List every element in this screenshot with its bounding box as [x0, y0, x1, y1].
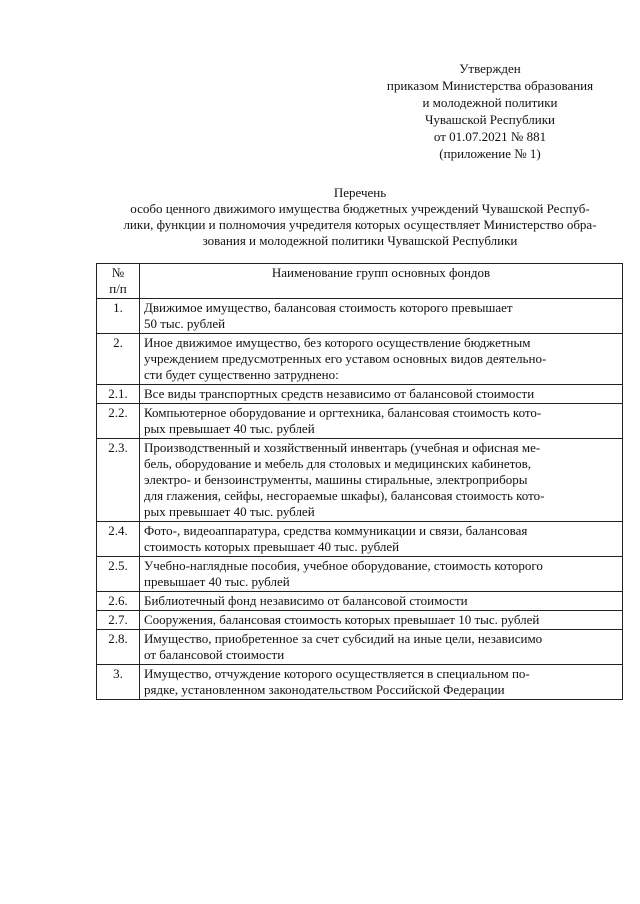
- approval-line-order: приказом Министерства образования: [386, 78, 594, 93]
- table-row: [97, 404, 623, 439]
- header-number-sign: №: [111, 265, 125, 280]
- row-text-line: Учебно-наглядные пособия, учебное оборудование, стоимость которого: [144, 558, 543, 573]
- row-text-line: Сооружения, балансовая стоимость которых превышает 10 тыс. рублей: [144, 612, 540, 627]
- title-line-2: лики, функции и полномочия учредителя которых осуществляет Министерство обра-: [123, 217, 597, 232]
- header-number-cell: [97, 264, 140, 299]
- row-number: 2.6.: [97, 592, 140, 611]
- table-row: [97, 334, 623, 385]
- row-asset-group: [140, 404, 623, 439]
- row-asset-group: [140, 522, 623, 557]
- row-text-line: Производственный и хозяйственный инвентарь (учебная и офисная ме-: [144, 440, 541, 455]
- table-row: [97, 592, 623, 611]
- row-text-line: Движимое имущество, балансовая стоимость которого превышает: [144, 300, 513, 315]
- table-row: [97, 611, 623, 630]
- table-row: [97, 665, 623, 700]
- row-text-line: Фото-, видеоаппаратура, средства коммуникации и связи, балансовая: [144, 523, 528, 538]
- row-asset-group: [140, 334, 623, 385]
- approval-line-approved: Утвержден: [459, 61, 521, 76]
- table-row: [97, 630, 623, 665]
- row-number: 2.5.: [97, 557, 140, 592]
- table-row: [97, 299, 623, 334]
- row-number: 2.2.: [97, 404, 140, 439]
- row-asset-group: [140, 592, 623, 611]
- row-asset-group: [140, 665, 623, 700]
- row-text-line: 50 тыс. рублей: [144, 316, 226, 331]
- approval-block: [360, 60, 620, 162]
- row-asset-group: [140, 611, 623, 630]
- row-asset-group: [140, 299, 623, 334]
- row-text-line: Имущество, приобретенное за счет субсидий на иные цели, независимо: [144, 631, 543, 646]
- row-number: 2.1.: [97, 385, 140, 404]
- row-number: 3.: [97, 665, 140, 700]
- row-text-line: от балансовой стоимости: [144, 647, 285, 662]
- row-text-line: стоимость которых превышает 40 тыс. рублей: [144, 539, 400, 554]
- header-number-abbr: п/п: [109, 281, 127, 296]
- row-text-line: учреждением предусмотренных его уставом основных видов деятельно-: [144, 351, 547, 366]
- approval-line-youth: и молодежной политики: [422, 95, 558, 110]
- row-number: 2.4.: [97, 522, 140, 557]
- row-number: 2.8.: [97, 630, 140, 665]
- row-number: 1.: [97, 299, 140, 334]
- row-text-line: превышает 40 тыс. рублей: [144, 574, 290, 589]
- table-body: [97, 299, 623, 700]
- row-text-line: для глажения, сейфы, несгораемые шкафы), балансовая стоимость кото-: [144, 488, 545, 503]
- table-row: [97, 439, 623, 522]
- row-asset-group: [140, 557, 623, 592]
- row-number: 2.3.: [97, 439, 140, 522]
- asset-groups-table: [96, 263, 623, 700]
- approval-line-republic: Чувашской Республики: [424, 112, 556, 127]
- row-text-line: Иное движимое имущество, без которого осуществление бюджетным: [144, 335, 531, 350]
- row-text-line: бель, оборудование и мебель для столовых и медицинских кабинетов,: [144, 456, 532, 471]
- row-text-line: Все виды транспортных средств независимо от балансовой стоимости: [144, 386, 535, 401]
- row-text-line: рых превышает 40 тыс. рублей: [144, 504, 315, 519]
- title-heading: Перечень: [333, 185, 387, 200]
- title-line-1: особо ценного движимого имущества бюджетных учреждений Чувашской Респуб-: [130, 201, 590, 216]
- row-asset-group: [140, 630, 623, 665]
- table-row: [97, 385, 623, 404]
- title-line-3: зования и молодежной политики Чувашской Республики: [202, 233, 518, 248]
- table-row: [97, 522, 623, 557]
- table-header-row: [97, 264, 623, 299]
- approval-line-appendix: (приложение № 1): [439, 146, 541, 161]
- row-text-line: рядке, установленном законодательством Российской Федерации: [144, 682, 505, 697]
- row-text-line: Компьютерное оборудование и оргтехника, балансовая стоимость кото-: [144, 405, 542, 420]
- header-name-cell: Наименование групп основных фондов: [140, 264, 623, 299]
- row-text-line: Имущество, отчуждение которого осуществляется в специальном по-: [144, 666, 530, 681]
- row-asset-group: [140, 439, 623, 522]
- row-text-line: сти будет существенно затруднено:: [144, 367, 339, 382]
- row-text-line: электро- и бензоинструменты, машины стиральные, электроприборы: [144, 472, 528, 487]
- row-number: 2.: [97, 334, 140, 385]
- approval-line-date-number: от 01.07.2021 № 881: [433, 129, 547, 144]
- row-text-line: Библиотечный фонд независимо от балансовой стоимости: [144, 593, 468, 608]
- document-title: [96, 185, 624, 249]
- row-asset-group: [140, 385, 623, 404]
- row-text-line: рых превышает 40 тыс. рублей: [144, 421, 315, 436]
- row-number: 2.7.: [97, 611, 140, 630]
- table-row: [97, 557, 623, 592]
